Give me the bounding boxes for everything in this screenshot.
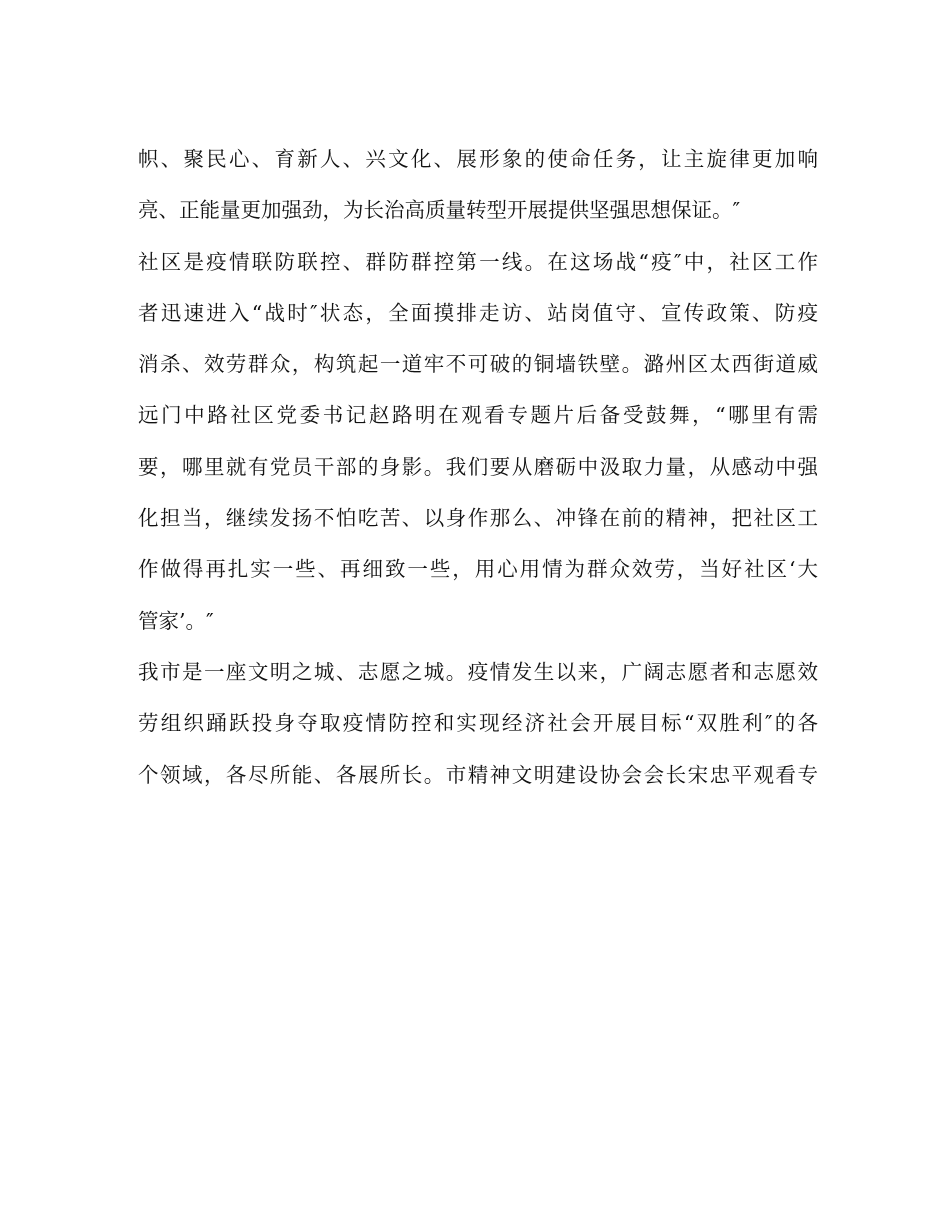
paragraph-first-line: 社区是疫情联防联控、群防群控第一线。在这场战“疫″中，社区工作 [138, 249, 818, 274]
text-line: 劳组织踊跃投身夺取疫情防控和实现经济社会开展目标“双胜利″的各 [138, 711, 818, 736]
text-line: 者迅速进入“战时″状态，全面摸排走访、站岗值守、宣传政策、防疫 [138, 300, 818, 325]
text-line: 管家’。″ [138, 608, 214, 633]
paragraph-first-line: 我市是一座文明之城、志愿之城。疫情发生以来，广阔志愿者和志愿效 [138, 659, 818, 684]
text-line: 个领域，各尽所能、各展所长。市精神文明建设协会会长宋忠平观看专 [138, 762, 818, 787]
text-line: 亮、正能量更加强劲，为长治高质量转型开展提供坚强思想保证。″ [138, 198, 741, 223]
text-line: 远门中路社区党委书记赵路明在观看专题片后备受鼓舞，“哪里有需 [138, 403, 818, 428]
text-line: 要，哪里就有党员干部的身影。我们要从磨砺中汲取力量，从感动中强 [138, 454, 818, 479]
text-line: 消杀、效劳群众，构筑起一道牢不可破的铜墙铁壁。潞州区太西街道威 [138, 352, 818, 377]
text-line: 帜、聚民心、育新人、兴文化、展形象的使命任务，让主旋律更加响 [138, 147, 818, 171]
text-line: 作做得再扎实一些、再细致一些，用心用情为群众效劳，当好社区‘大 [138, 557, 818, 582]
body-text [138, 134, 818, 801]
text-line: 化担当，继续发扬不怕吃苦、以身作那么、冲锋在前的精神，把社区工 [138, 506, 818, 531]
